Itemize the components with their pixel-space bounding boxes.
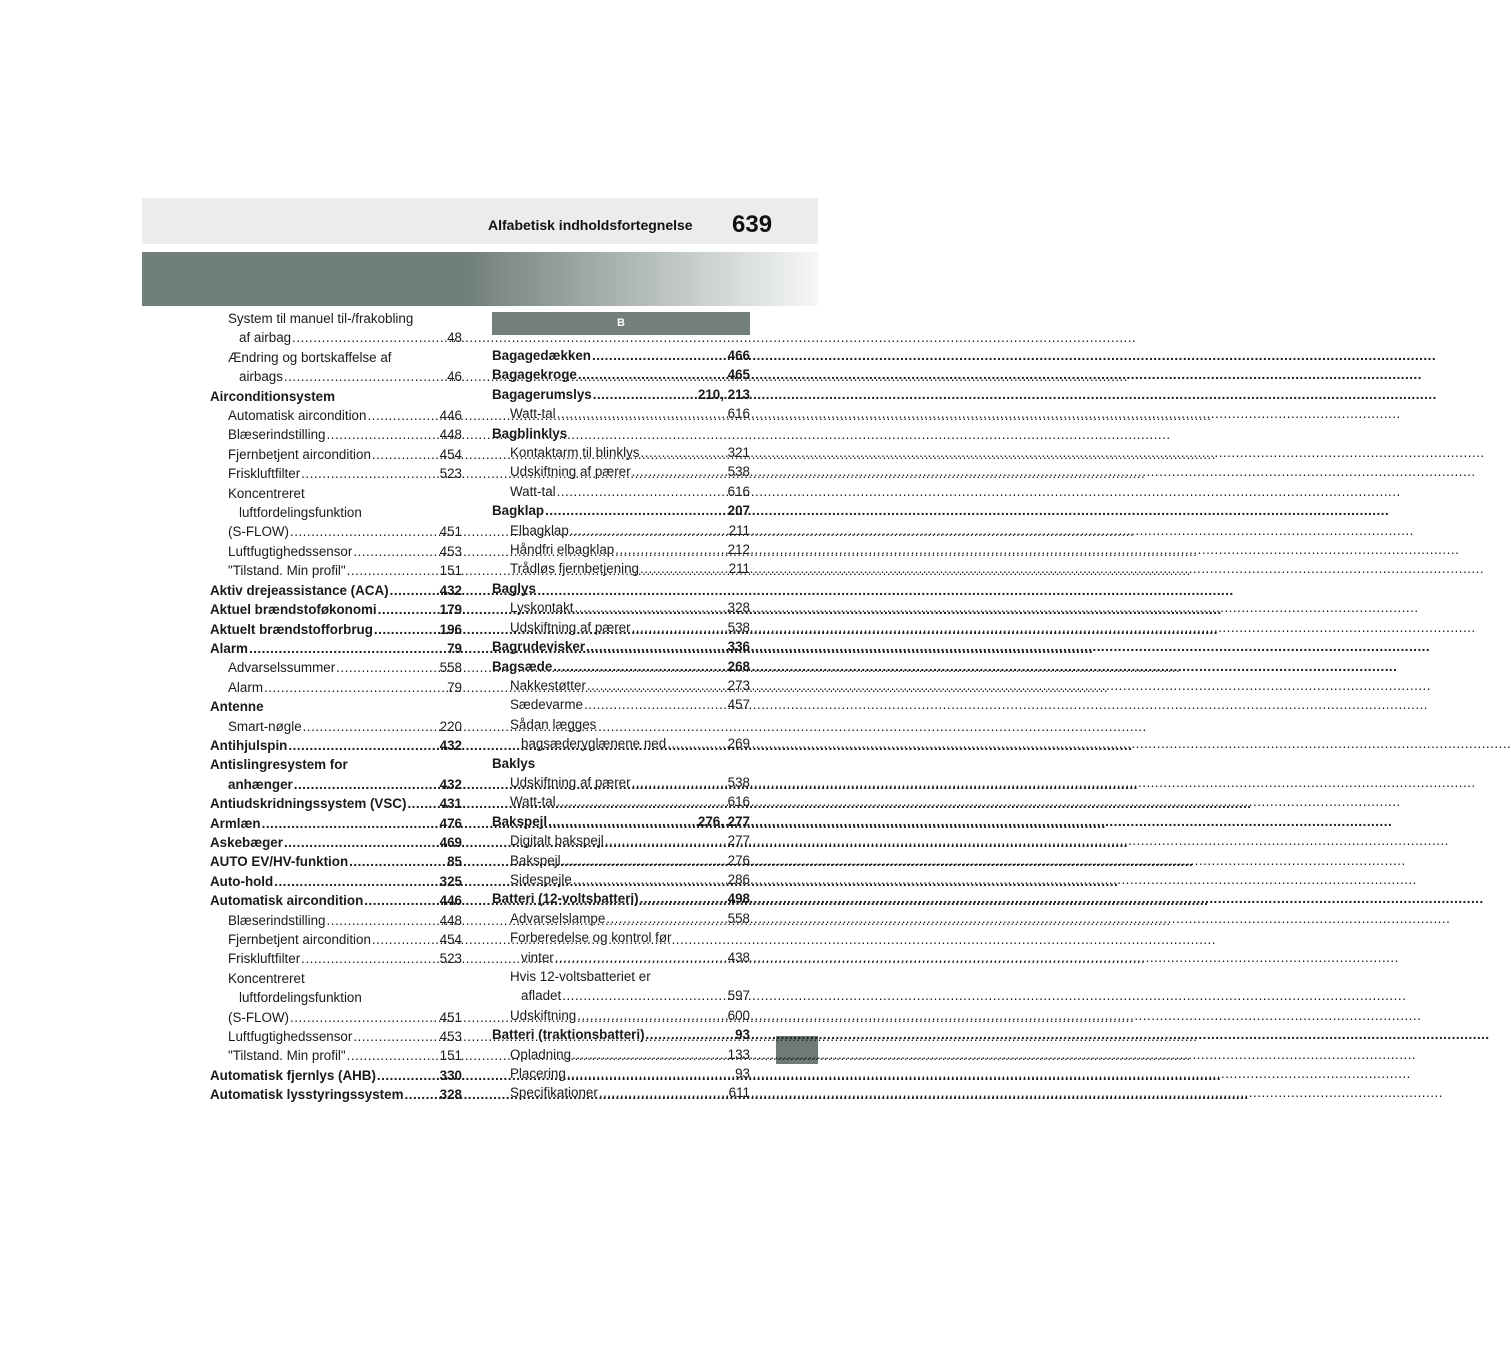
index-entry bbox=[210, 911, 462, 930]
index-entry bbox=[210, 367, 462, 386]
dot-leader bbox=[405, 1085, 439, 1104]
index-entry-text: Aktuel brændstoføkonomi bbox=[210, 602, 377, 618]
header-bar bbox=[142, 198, 818, 244]
dot-leader bbox=[353, 542, 438, 561]
index-entry-text: "Tilstand. Min profil" bbox=[228, 1048, 346, 1064]
index-entry-text: Fjernbetjent aircondition bbox=[228, 932, 371, 947]
index-entry-text: Sædevarme bbox=[510, 697, 583, 713]
index-entry-page[interactable]: 538 bbox=[727, 619, 750, 635]
index-entry bbox=[210, 1027, 462, 1046]
index-entry-text: Bagagekroge bbox=[492, 367, 577, 383]
index-entry-page[interactable]: 328 bbox=[439, 1087, 462, 1103]
index-entry-text: anhænger bbox=[228, 776, 293, 792]
index-entry-page[interactable]: 448 bbox=[439, 427, 462, 443]
dot-leader bbox=[575, 598, 727, 617]
index-entry-page[interactable]: 558 bbox=[439, 660, 462, 676]
index-entry-text: Hvis 12-voltsbatteriet er bbox=[510, 969, 651, 984]
index-entry-text: System til manuel til-/frakobling bbox=[228, 311, 414, 326]
index-entry-text: Nakkestøtter bbox=[510, 677, 586, 693]
index-entry-text: Koncentreret bbox=[228, 485, 305, 501]
index-entry-text: Elbagklap bbox=[510, 522, 569, 538]
index-entry-page[interactable]: 448 bbox=[439, 912, 462, 928]
index-entry-page[interactable]: 538 bbox=[727, 464, 750, 480]
index-entry-page[interactable]: 558 bbox=[727, 910, 750, 926]
dot-leader bbox=[284, 833, 439, 852]
index-entry-text: Bagsæde bbox=[492, 658, 553, 674]
dot-leader bbox=[390, 581, 439, 600]
index-entry-page[interactable]: 469 bbox=[439, 834, 462, 850]
dot-leader bbox=[284, 367, 446, 386]
index-entry bbox=[492, 346, 750, 365]
header-title: Alfabetisk indholdsfortegnelse bbox=[488, 217, 693, 233]
index-entry-text: luftfordelingsfunktion bbox=[239, 990, 362, 1006]
index-entry-text: Smart-nøgle bbox=[228, 718, 302, 734]
index-entry bbox=[210, 678, 462, 697]
index-entry-text: Digitalt bakspejl bbox=[510, 833, 604, 849]
index-entry-text: (S-FLOW) bbox=[228, 1009, 289, 1025]
index-entry bbox=[492, 773, 750, 792]
index-entry-page[interactable]: 451 bbox=[439, 524, 462, 540]
dot-leader bbox=[640, 559, 728, 578]
index-entry bbox=[210, 1085, 462, 1104]
index-entry bbox=[210, 464, 462, 483]
dot-leader bbox=[327, 911, 439, 930]
index-entry-text: afladet bbox=[521, 988, 562, 1004]
index-entry bbox=[492, 443, 750, 462]
index-entry bbox=[210, 328, 462, 347]
index-entry-page[interactable]: 79 bbox=[447, 679, 462, 695]
index-entry-page[interactable]: 611 bbox=[728, 1085, 750, 1101]
dot-leader bbox=[557, 792, 727, 811]
dot-leader bbox=[553, 657, 726, 676]
dot-leader bbox=[372, 930, 439, 949]
index-entry-page[interactable]: 93 bbox=[735, 1066, 750, 1082]
dot-leader bbox=[592, 346, 727, 365]
index-entry-page[interactable]: 268 bbox=[727, 658, 750, 674]
index-entry-text: Udskiftning af pærer bbox=[510, 774, 631, 790]
index-entry-page[interactable]: 438 bbox=[727, 949, 750, 965]
dot-leader bbox=[367, 406, 438, 425]
index-entry-text: Watt-tal bbox=[510, 794, 556, 810]
index-entry-page[interactable]: 212 bbox=[727, 542, 750, 558]
dot-leader bbox=[605, 831, 727, 850]
index-entry-page[interactable]: 151 bbox=[439, 1048, 462, 1064]
index-entry bbox=[492, 501, 750, 520]
index-entry bbox=[210, 891, 462, 910]
index-entry-page[interactable]: 325 bbox=[439, 873, 462, 889]
index-entry-text: Kontaktarm til blinklys bbox=[510, 445, 640, 461]
index-entry bbox=[210, 794, 462, 813]
index-entry-text: Askebæger bbox=[210, 834, 283, 850]
dot-leader bbox=[264, 678, 446, 697]
chapter-band bbox=[142, 252, 818, 306]
dot-leader bbox=[578, 365, 727, 384]
index-entry-page[interactable]: 277 bbox=[727, 833, 750, 849]
index-entry bbox=[492, 579, 750, 598]
index-entry bbox=[210, 600, 462, 619]
dot-leader bbox=[573, 870, 727, 889]
index-entry-page[interactable]: 133 bbox=[727, 1046, 750, 1062]
index-entry-page[interactable]: 85 bbox=[447, 854, 462, 870]
index-entry bbox=[210, 387, 462, 406]
index-entry-text: Udskiftning af pærer bbox=[510, 464, 631, 480]
index-entry-text: Armlæn bbox=[210, 815, 261, 831]
index-entry-text: Opladning bbox=[510, 1046, 572, 1062]
dot-leader bbox=[640, 889, 727, 908]
index-entry bbox=[210, 988, 462, 1007]
dot-leader bbox=[290, 522, 439, 541]
index-entry bbox=[492, 986, 750, 1005]
section-letter-bar: B bbox=[492, 312, 750, 335]
index-entry bbox=[492, 1064, 750, 1083]
index-entry bbox=[210, 561, 462, 580]
index-entry-text: AUTO EV/HV-funktion bbox=[210, 854, 349, 870]
dot-leader bbox=[632, 462, 727, 481]
dot-leader bbox=[584, 695, 727, 714]
index-entry-page[interactable]: 211 bbox=[728, 561, 750, 577]
dot-leader bbox=[349, 852, 446, 871]
index-entry-page[interactable]: 600 bbox=[727, 1007, 750, 1023]
index-entry-page[interactable]: 196 bbox=[439, 621, 462, 637]
index-entry bbox=[492, 365, 750, 384]
index-entry bbox=[492, 1045, 750, 1064]
index-entry-text: Watt-tal bbox=[510, 483, 556, 499]
index-entry bbox=[210, 445, 462, 464]
index-entry-text: Blæserindstilling bbox=[228, 912, 326, 928]
index-entry bbox=[492, 831, 750, 850]
dot-leader bbox=[353, 1027, 438, 1046]
index-entry bbox=[492, 482, 750, 501]
index-entry-page[interactable]: 616 bbox=[727, 794, 750, 810]
index-entry-page[interactable]: 451 bbox=[439, 1009, 462, 1025]
index-entry bbox=[492, 851, 750, 870]
index-entry-text: Friskluftfilter bbox=[228, 951, 301, 967]
index-entry-page[interactable]: 321 bbox=[727, 445, 750, 461]
index-entry-page[interactable]: 454 bbox=[439, 446, 462, 462]
index-entry-page[interactable]: 457 bbox=[727, 697, 750, 713]
dot-leader bbox=[587, 676, 727, 695]
index-entry-page[interactable]: 273 bbox=[727, 677, 750, 693]
index-entry bbox=[492, 734, 750, 753]
dot-leader bbox=[274, 872, 438, 891]
index-entry bbox=[492, 598, 750, 617]
index-entry-page[interactable]: 431 bbox=[439, 796, 462, 812]
dot-leader bbox=[593, 385, 697, 404]
index-entry-page[interactable]: 330 bbox=[439, 1067, 462, 1083]
index-entry-text: luftfordelingsfunktion bbox=[239, 505, 362, 521]
index-entry-page[interactable]: 336 bbox=[727, 639, 750, 655]
index-entry bbox=[210, 348, 462, 367]
index-entry-page[interactable]: 616 bbox=[727, 483, 750, 499]
index-entry bbox=[210, 425, 462, 444]
index-entry-text: Antenne bbox=[210, 699, 264, 715]
index-entry-text: Advarselslampe bbox=[510, 910, 606, 926]
index-entry-page[interactable]: 523 bbox=[439, 466, 462, 482]
dot-leader bbox=[377, 1066, 439, 1085]
index-entry-text: Friskluftfilter bbox=[228, 466, 301, 482]
index-entry-page[interactable]: 432 bbox=[439, 582, 462, 598]
dot-leader bbox=[303, 717, 439, 736]
dot-leader bbox=[615, 540, 726, 559]
index-entry bbox=[492, 657, 750, 676]
dot-leader bbox=[288, 736, 438, 755]
index-entry bbox=[492, 676, 750, 695]
index-entry bbox=[492, 909, 750, 928]
index-entry bbox=[210, 581, 462, 600]
index-entry bbox=[492, 618, 750, 637]
index-entry-text: Bakspejl bbox=[510, 852, 561, 868]
index-entry-page[interactable]: 276 bbox=[727, 852, 750, 868]
index-entry-text: Bakspejl bbox=[492, 813, 548, 829]
index-entry bbox=[210, 833, 462, 852]
index-entry bbox=[210, 775, 462, 794]
index-entry-text: Batteri (12-voltsbatteri) bbox=[492, 891, 639, 907]
dot-leader bbox=[545, 501, 727, 520]
index-entry bbox=[210, 406, 462, 425]
index-entry bbox=[210, 1008, 462, 1027]
index-entry bbox=[492, 1083, 750, 1102]
dot-leader bbox=[586, 637, 727, 656]
index-entry-text: Fjernbetjent aircondition bbox=[228, 446, 371, 462]
index-entry bbox=[492, 715, 750, 734]
index-entry-text: Trådløs fjernbetjening bbox=[510, 561, 640, 577]
index-entry-text: Forberedelse og kontrol før bbox=[510, 930, 672, 946]
index-entry bbox=[210, 755, 462, 774]
index-entry-page[interactable]: 597 bbox=[727, 988, 750, 1004]
index-entry-text: Bagrudevisker bbox=[492, 639, 586, 655]
index-entry-text: Koncentreret bbox=[228, 970, 305, 986]
index-entry-page[interactable]: 498 bbox=[727, 891, 750, 907]
index-entry-text: Antihjulspin bbox=[210, 737, 288, 753]
index-entry bbox=[210, 309, 462, 328]
index-entry-page[interactable]: 48 bbox=[447, 330, 462, 346]
index-entry-text: airbags bbox=[239, 369, 283, 385]
index-entry bbox=[492, 948, 750, 967]
index-entry bbox=[492, 385, 750, 404]
index-entry-text: Automatisk lysstyringssystem bbox=[210, 1087, 404, 1103]
index-entry-page[interactable]: 432 bbox=[439, 776, 462, 792]
index-entry bbox=[492, 462, 750, 481]
index-entry-text: Luftfugtighedssensor bbox=[228, 543, 353, 559]
index-entry-page[interactable]: 46 bbox=[447, 369, 462, 385]
index-entry-page[interactable]: 523 bbox=[439, 951, 462, 967]
index-entry-text: Watt-tal bbox=[510, 406, 556, 422]
index-entry-page[interactable]: 454 bbox=[439, 932, 462, 947]
index-entry-text: Sidespejle bbox=[510, 871, 572, 887]
index-entry-text: Automatisk fjernlys (AHB) bbox=[210, 1067, 376, 1083]
dot-leader bbox=[599, 1083, 728, 1102]
index-entry-page[interactable]: 220 bbox=[439, 718, 462, 734]
index-entry-text: Automatisk aircondition bbox=[228, 408, 367, 424]
index-entry-text: af airbag bbox=[239, 330, 292, 346]
index-entry-page[interactable]: 276, 277 bbox=[697, 813, 750, 829]
dot-leader bbox=[301, 949, 438, 968]
index-entry bbox=[492, 540, 750, 559]
index-entry bbox=[492, 792, 750, 811]
dot-leader bbox=[632, 773, 727, 792]
index-entry-page[interactable]: 207 bbox=[727, 503, 750, 519]
index-entry-text: Airconditionsystem bbox=[210, 388, 336, 404]
index-entry bbox=[210, 717, 462, 736]
index-entry-text: Bagagerumslys bbox=[492, 386, 592, 402]
dot-leader bbox=[249, 639, 446, 658]
index-entry-text: "Tilstand. Min profil" bbox=[228, 563, 346, 579]
index-entry bbox=[210, 814, 462, 833]
index-entry bbox=[210, 949, 462, 968]
index-entry bbox=[210, 736, 462, 755]
index-entry bbox=[210, 658, 462, 677]
index-entry-text: Aktiv drejeassistance (ACA) bbox=[210, 582, 389, 598]
index-entry bbox=[210, 503, 462, 522]
dot-leader bbox=[562, 851, 727, 870]
index-entry bbox=[492, 424, 750, 443]
dot-leader bbox=[562, 986, 726, 1005]
index-entry-text: Baklys bbox=[492, 755, 536, 771]
index-entry bbox=[492, 889, 750, 908]
dot-leader bbox=[577, 1006, 726, 1025]
index-entry bbox=[210, 522, 462, 541]
index-entry-text: Luftfugtighedssensor bbox=[228, 1029, 353, 1045]
index-entry-text: Sådan lægges bbox=[510, 716, 597, 732]
index-entry bbox=[210, 639, 462, 658]
index-entry bbox=[210, 697, 462, 716]
index-entry bbox=[492, 559, 750, 578]
index-entry-page[interactable]: 179 bbox=[439, 602, 462, 618]
dot-leader bbox=[572, 1045, 727, 1064]
index-entry-text: Bagagedækken bbox=[492, 348, 591, 363]
index-entry-text: Udskiftning bbox=[510, 1007, 577, 1023]
index-entry-page[interactable]: 476 bbox=[439, 815, 462, 831]
index-entry bbox=[492, 812, 750, 831]
dot-leader bbox=[347, 561, 439, 580]
index-entry-page[interactable]: 210, 213 bbox=[697, 386, 750, 402]
index-entry-page[interactable]: 151 bbox=[439, 563, 462, 579]
dot-leader bbox=[364, 891, 438, 910]
index-entry-page[interactable]: 446 bbox=[439, 408, 462, 424]
index-entry-page[interactable]: 93 bbox=[735, 1027, 750, 1043]
dot-leader bbox=[632, 618, 727, 637]
index-entry-page[interactable]: 453 bbox=[439, 543, 462, 559]
index-entry bbox=[210, 542, 462, 561]
dot-leader bbox=[292, 328, 446, 347]
index-entry bbox=[492, 695, 750, 714]
index-entry bbox=[492, 928, 750, 947]
index-entry-text: Alarm bbox=[228, 679, 263, 695]
index-entry-text: Antiudskridningssystem (VSC) bbox=[210, 796, 407, 812]
index-entry-text: Blæserindstilling bbox=[228, 427, 326, 443]
index-entry bbox=[210, 852, 462, 871]
index-entry bbox=[210, 1046, 462, 1065]
index-entry-page[interactable]: 432 bbox=[439, 737, 462, 753]
dot-leader bbox=[290, 1008, 439, 1027]
dot-leader bbox=[570, 521, 728, 540]
dot-leader bbox=[548, 812, 697, 831]
index-entry bbox=[492, 637, 750, 656]
index-entry bbox=[210, 872, 462, 891]
index-entry-text: Håndfri elbagklap bbox=[510, 542, 615, 558]
index-entry-page[interactable]: 328 bbox=[727, 600, 750, 616]
dot-leader bbox=[557, 404, 727, 423]
index-entry bbox=[210, 969, 462, 988]
index-entry bbox=[492, 967, 750, 986]
index-entry-text: Batteri (traktionsbatteri) bbox=[492, 1027, 645, 1043]
index-entry-text: Alarm bbox=[210, 640, 248, 656]
index-entry-page[interactable]: 211 bbox=[728, 522, 750, 538]
index-entry-text: Antislingresystem for bbox=[210, 757, 348, 773]
index-entry bbox=[210, 484, 462, 503]
index-entry-text: vinter bbox=[521, 949, 554, 965]
index-entry bbox=[492, 1025, 750, 1044]
dot-leader bbox=[646, 1025, 735, 1044]
index-entry-text: Bagklap bbox=[492, 503, 545, 519]
index-entry bbox=[492, 521, 750, 540]
index-entry-page[interactable]: 466 bbox=[727, 348, 750, 363]
dot-leader bbox=[374, 620, 439, 639]
index-entry-text: Ændring og bortskaffelse af bbox=[228, 349, 392, 365]
index-entry-page[interactable]: 453 bbox=[439, 1029, 462, 1045]
index-entry-text: Udskiftning af pærer bbox=[510, 619, 631, 635]
index-entry-text: Lyskontakt bbox=[510, 600, 574, 616]
index-entry-text: Aktuelt brændstofforbrug bbox=[210, 621, 373, 637]
index-column-right bbox=[492, 309, 750, 1103]
index-entry-text: Advarselssummer bbox=[228, 660, 336, 676]
index-entry bbox=[492, 754, 750, 773]
dot-leader bbox=[372, 445, 439, 464]
dot-leader bbox=[378, 600, 439, 619]
index-entry bbox=[492, 1006, 750, 1025]
index-entry-text: (S-FLOW) bbox=[228, 524, 289, 540]
index-entry bbox=[492, 870, 750, 889]
dot-leader bbox=[347, 1046, 439, 1065]
index-entry-page[interactable]: 616 bbox=[727, 406, 750, 422]
dot-leader bbox=[667, 734, 726, 753]
index-entry bbox=[210, 1066, 462, 1085]
index-column-left bbox=[210, 309, 462, 1105]
index-entry-text: bagsæderyglænene ned bbox=[521, 736, 667, 752]
dot-leader bbox=[567, 1064, 734, 1083]
index-entry bbox=[210, 620, 462, 639]
index-entry-text: Bagblinklys bbox=[492, 425, 568, 441]
index-entry bbox=[210, 930, 462, 949]
dot-leader bbox=[555, 948, 727, 967]
index-entry-page[interactable]: 286 bbox=[727, 871, 750, 887]
dot-leader bbox=[557, 482, 727, 501]
dot-leader bbox=[327, 425, 439, 444]
index-entry bbox=[492, 404, 750, 423]
index-entry-text: Specifikationer bbox=[510, 1085, 598, 1101]
index-entry-page[interactable]: 79 bbox=[447, 640, 462, 656]
index-entry-text: Placering bbox=[510, 1066, 566, 1082]
index-entry-page[interactable]: 269 bbox=[727, 736, 750, 752]
index-entry-page[interactable]: 465 bbox=[727, 367, 750, 383]
dot-leader bbox=[606, 909, 726, 928]
dot-leader bbox=[407, 794, 438, 813]
dot-leader bbox=[294, 775, 439, 794]
index-entry-page[interactable]: 446 bbox=[439, 893, 462, 909]
dot-leader bbox=[641, 443, 727, 462]
index-entry-text: Automatisk aircondition bbox=[210, 893, 364, 909]
dot-leader bbox=[301, 464, 438, 483]
page-number: 639 bbox=[732, 211, 773, 238]
index-entry-page[interactable]: 538 bbox=[727, 774, 750, 790]
index-entry-text: Auto-hold bbox=[210, 873, 274, 889]
dot-leader bbox=[262, 814, 439, 833]
dot-leader bbox=[336, 658, 439, 677]
index-entry-text: Baglys bbox=[492, 580, 536, 596]
